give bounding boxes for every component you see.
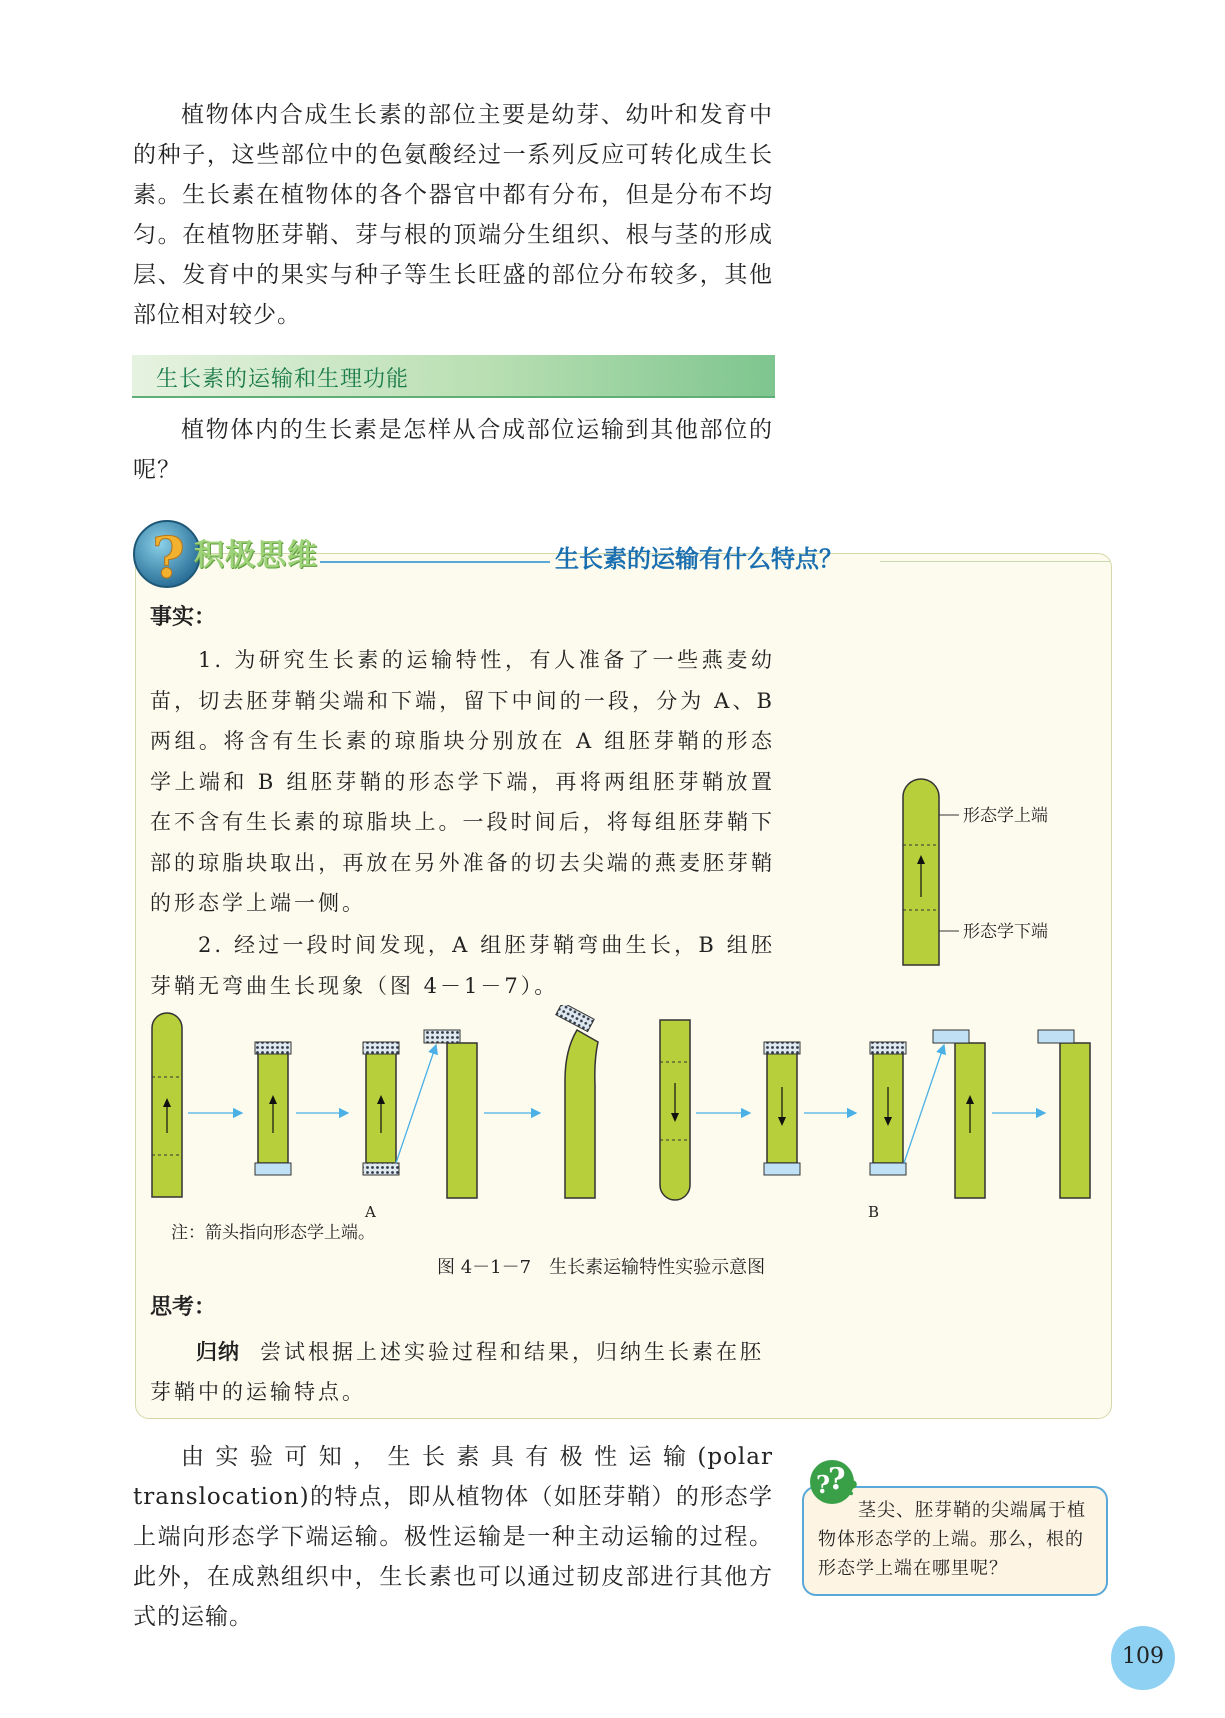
experiment-diagram bbox=[140, 1005, 1100, 1220]
group-a-step1-coleoptile bbox=[152, 1013, 182, 1197]
group-b-step2 bbox=[764, 1042, 800, 1175]
diagram-note: 注：箭头指向形态学上端。 bbox=[171, 1223, 375, 1243]
divider-line bbox=[320, 561, 550, 563]
group-b-result-straight-coleoptile bbox=[1038, 1030, 1090, 1198]
figure-caption: 图 4－1－7 生长素运输特性实验示意图 bbox=[437, 1257, 766, 1278]
group-b-step3 bbox=[870, 1042, 906, 1175]
group-a-step2 bbox=[255, 1042, 291, 1175]
fact-2-paragraph: 2. 经过一段时间发现，A 组胚芽鞘弯曲生长，B 组胚芽鞘无弯曲生长现象（图 4－1－7）。 bbox=[150, 933, 775, 998]
label-morph-bottom: 形态学下端 bbox=[963, 922, 1048, 942]
suggest-label: 归纳 bbox=[196, 1340, 240, 1364]
suggest-paragraph: 归纳 尝试根据上述实验过程和结果，归纳生长素在胚芽鞘中的运输特点。 bbox=[150, 1340, 764, 1404]
group-a-label: A bbox=[365, 1203, 376, 1220]
svg-text:?: ? bbox=[846, 1476, 858, 1500]
conclusion-paragraph: 由实验可知，生长素具有极性运输(polar translocation)的特点，即从植物体（如胚芽鞘）的形态学上端向形态学下端运输。极性运输是一种主动运输的过程。此外，在成熟组织中，生长素也可以通过韧皮部进行其他方式的运输。 bbox=[133, 1444, 774, 1630]
group-b-label: B bbox=[868, 1203, 880, 1220]
divider-line bbox=[880, 561, 1110, 562]
fact-1-paragraph: 1. 为研究生长素的运输特性，有人准备了一些燕麦幼苗，切去胚芽鞘尖端和下端，留下中间的一段，分为 A、B 两组。将含有生长素的琼脂块分别放在 A 组胚芽鞘的形态学上端和 B 组胚芽鞘的形态学下端，再将两组胚芽鞘放置在不含有生长素的琼脂块上。一段时间后，将每组胚芽鞘下部的琼脂块取出，再放在另外准备的切去尖端的燕麦胚芽鞘的形态学上端一侧。 bbox=[150, 648, 776, 915]
section-heading-bar bbox=[132, 355, 775, 398]
intro-paragraph: 植物体内合成生长素的部位主要是幼芽、幼叶和发育中的种子，这些部位中的色氨酸经过一系列反应可转化成生长素。生长素在植物体的各个器官中都有分布，但是分布不均匀。在植物胚芽鞘、芽与根的顶端分生组织、根与茎的形成层、发育中的果实与种子等生长旺盛的部位分布较多，其他部位相对较少。 bbox=[133, 102, 773, 328]
svg-text:?: ? bbox=[816, 1470, 831, 1499]
transfer-arrow bbox=[396, 1045, 436, 1163]
coleoptile-label-diagram bbox=[895, 775, 1095, 970]
label-morph-top: 形态学上端 bbox=[963, 806, 1048, 826]
section-title: 生长素的运输和生理功能 bbox=[156, 367, 410, 392]
think-heading: 思考： bbox=[150, 1295, 217, 1320]
tip-text: 茎尖、胚芽鞘的尖端属于植物体形态学的上端。那么，根的形态学上端在哪里呢？ bbox=[818, 1500, 1086, 1579]
think-title: 生长素的运输有什么特点？ bbox=[555, 545, 843, 573]
question-marks-icon bbox=[808, 1458, 868, 1506]
question-paragraph: 植物体内的生长素是怎样从合成部位运输到其他部位的呢？ bbox=[133, 417, 773, 483]
svg-text:?: ? bbox=[828, 1462, 846, 1497]
facts-heading: 事实： bbox=[150, 605, 217, 630]
group-b-step1-coleoptile bbox=[660, 1020, 690, 1200]
question-badge-icon bbox=[132, 519, 202, 589]
group-a-step3 bbox=[363, 1042, 399, 1175]
page-number: 109 bbox=[1122, 1644, 1164, 1669]
group-a-result-bent-coleoptile bbox=[556, 1005, 598, 1198]
page-number-badge bbox=[1111, 1626, 1175, 1690]
svg-text:?: ? bbox=[152, 525, 185, 589]
think-label: 积极思维 bbox=[194, 538, 318, 573]
transfer-arrow bbox=[904, 1045, 944, 1163]
